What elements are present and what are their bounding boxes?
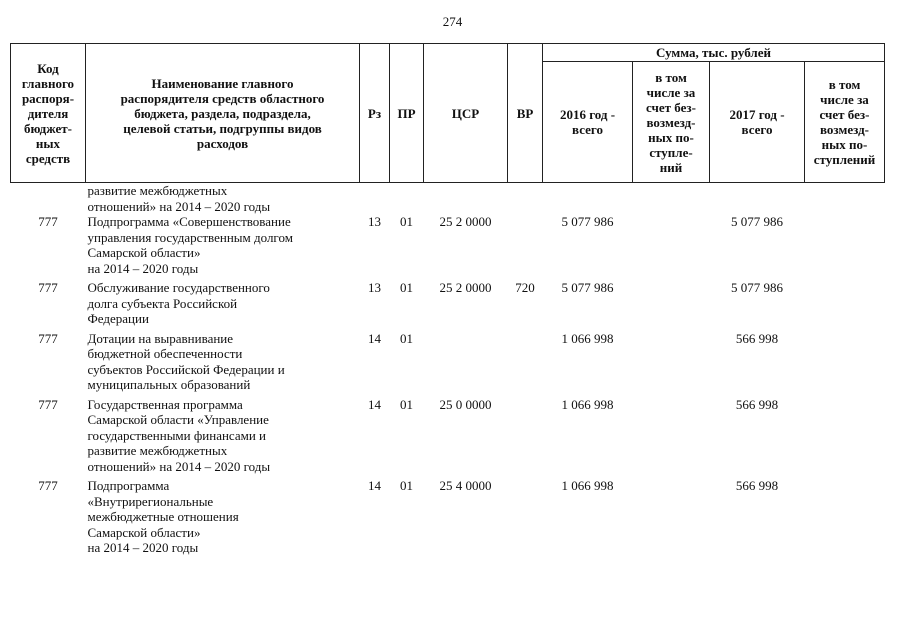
row-2017-grants (805, 478, 885, 556)
header-vr: ВР (508, 44, 543, 183)
header-2017-total: 2017 год - всего (710, 62, 805, 183)
row-csr: 25 2 0000 (439, 214, 492, 229)
row-2017-total: 5 077 986 (731, 214, 783, 229)
row-2016-grants (633, 478, 710, 556)
row-rz: 13 (368, 214, 381, 229)
row-2016-grants (633, 331, 710, 393)
page-number: 274 (442, 14, 463, 29)
row-name: Обслуживание государственного долга субъекта Российской Федерации (87, 280, 270, 326)
row-vr (508, 478, 543, 556)
header-pr: ПР (390, 44, 424, 183)
header-code: Код главного распоря- дителя бюджет- ных средств (11, 44, 86, 183)
row-2016-total: 5 077 986 (561, 280, 614, 295)
table-row (11, 478, 885, 556)
row-code: 777 (38, 396, 58, 412)
header-rz: Рз (360, 44, 390, 183)
row-rz: 14 (368, 478, 381, 493)
row-2017-grants (805, 331, 885, 393)
row-2017-total: 566 998 (735, 396, 779, 412)
header-2016-grants: в том числе за счет без- возмезд- ных по- ступле- ний (633, 62, 710, 183)
table-row (11, 280, 885, 327)
row-2017-total: 566 998 (735, 330, 779, 346)
row-rz: 14 (368, 330, 381, 346)
row-2017-total: 566 998 (735, 478, 779, 493)
row-csr: 25 0 0000 (439, 396, 492, 412)
row-code: 777 (38, 330, 58, 346)
row-2017-grants (805, 280, 885, 327)
header-2017-grants: в том числе за счет без- возмезд- ных по- ступлений (805, 62, 885, 183)
row-2017-grants (805, 214, 885, 276)
row-code: 777 (38, 478, 58, 493)
row-pr: 01 (400, 478, 413, 493)
row-name: Дотации на выравнивание бюджетной обеспеченности субъектов Российской Федерации и муниципальных образований (87, 330, 285, 392)
header-sum-group: Сумма, тыс. рублей (543, 44, 885, 62)
table-body (11, 183, 885, 556)
row-name: Государственная программа Самарской области «Управление государственными финансами и развитие межбюджетных отношений» на 2014 – 2020 годы (87, 396, 271, 474)
row-vr (508, 331, 543, 393)
continuation-text: развитие межбюджетных отношений» на 2014 – 2020 годы (87, 183, 271, 214)
row-pr: 01 (400, 396, 413, 412)
budget-table (10, 43, 885, 556)
row-pr: 01 (400, 214, 413, 229)
row-2016-total: 1 066 998 (561, 330, 614, 346)
row-2017-total: 5 077 986 (731, 280, 783, 295)
header-csr: ЦСР (424, 44, 508, 183)
row-rz: 13 (368, 280, 381, 295)
row-name: Подпрограмма «Внутрирегиональные межбюджетные отношения Самарской области» на 2014 – 2020 годы (87, 478, 239, 555)
continuation-row (11, 183, 885, 215)
table-row (11, 331, 885, 393)
row-code: 777 (38, 280, 58, 295)
row-2016-grants (633, 397, 710, 475)
row-csr (424, 331, 508, 393)
row-csr: 25 4 0000 (439, 478, 492, 493)
row-2016-total: 1 066 998 (561, 396, 614, 412)
header-name: Наименование главного распорядителя средств областного бюджета, раздела, подраздела, целевой статьи, подгруппы видов расходов (86, 44, 360, 183)
row-pr: 01 (400, 330, 413, 346)
row-csr: 25 2 0000 (439, 280, 492, 295)
row-vr (508, 214, 543, 276)
table-row (11, 397, 885, 475)
row-2017-grants (805, 397, 885, 475)
row-name: Подпрограмма «Совершенствование управления государственным долгом Самарской области» на 2014 – 2020 годы (87, 214, 293, 276)
row-vr (508, 397, 543, 475)
table-row (11, 214, 885, 276)
header-2016-total: 2016 год - всего (543, 62, 633, 183)
row-2016-grants (633, 214, 710, 276)
row-rz: 14 (368, 396, 381, 412)
table-header (11, 44, 885, 183)
row-vr: 720 (515, 280, 535, 295)
row-code: 777 (38, 214, 58, 229)
row-2016-total: 1 066 998 (561, 478, 614, 493)
row-2016-total: 5 077 986 (561, 214, 614, 229)
row-pr: 01 (400, 280, 413, 295)
row-2016-grants (633, 280, 710, 327)
